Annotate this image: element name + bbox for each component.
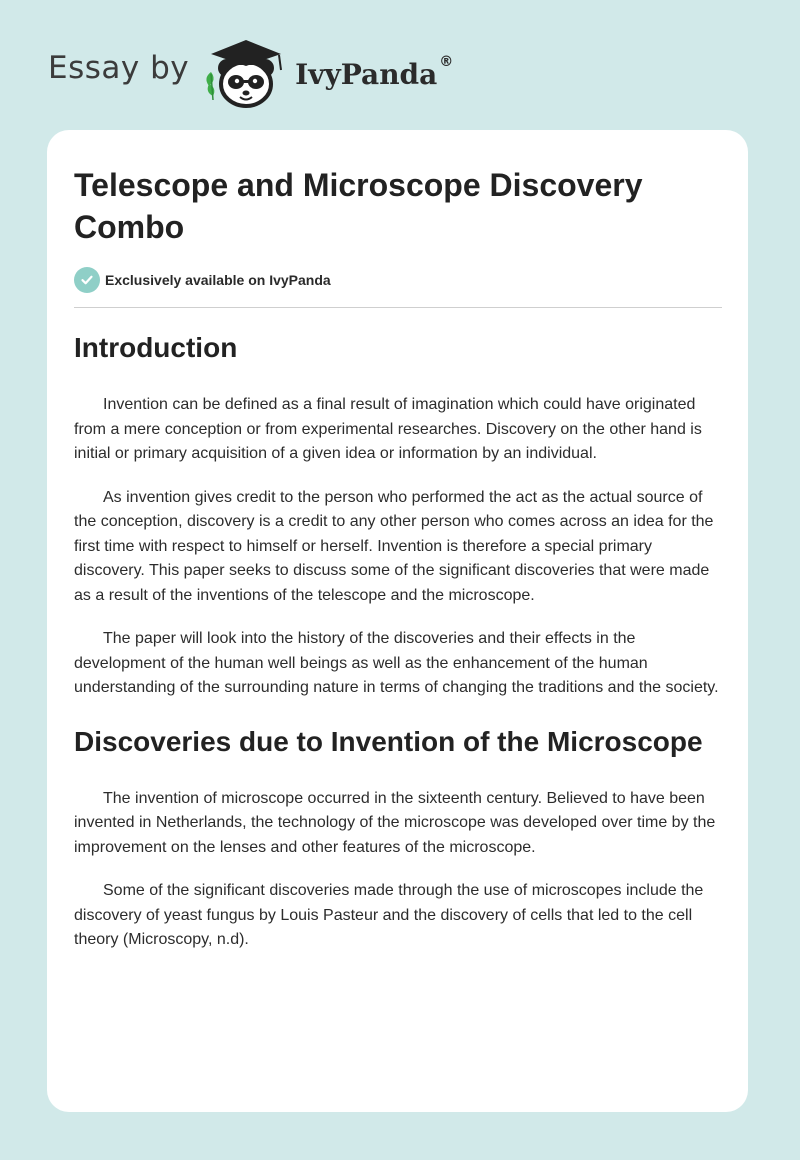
exclusive-badge xyxy=(74,266,722,294)
brand-name: IvyPanda xyxy=(295,57,438,91)
essay-card xyxy=(47,130,748,1112)
paragraph: As invention gives credit to the person who performed the act as the actual source of the conception, discovery is a credit to any other person who comes across an idea for the first time with respect to himself or herself. Invention is therefore a special primary discovery. This paper seeks to discuss some of the significant discoveries that were made as a result of the inventions of the telescope and the microscope. xyxy=(74,488,714,604)
check-circle-icon xyxy=(74,267,100,293)
paragraph: The paper will look into the history of the discoveries and their effects in the development of the human well beings as well as the enhancement of the human understanding of the surrounding nature in terms of changing the traditions and the society. xyxy=(74,630,719,696)
paragraph: Some of the significant discoveries made through the use of microscopes include the discovery of yeast fungus by Louis Pasteur and the discovery of cells that led to the cell theory (Microscopy, n.d). xyxy=(74,882,704,948)
panda-logo-icon xyxy=(201,34,293,110)
paragraph: Invention can be defined as a final result of imagination which could have originated from a mere conception or from experimental researches. Discovery on the other hand is initial or primary acquisition of a given idea or information by an individual. xyxy=(74,396,702,462)
divider xyxy=(74,307,722,308)
brand-prefix: Essay by xyxy=(48,50,190,86)
page-title: Telescope and Microscope Discovery Combo xyxy=(74,167,643,245)
paragraph: The invention of microscope occurred in the sixteenth century. Believed to have been invented in Netherlands, the technology of the microscope was developed over time by the improvement on the lenses and other features of the microscope. xyxy=(74,789,716,856)
brand-header[interactable] xyxy=(48,34,453,110)
exclusive-badge-label: Exclusively available on IvyPanda xyxy=(105,272,331,288)
section-heading-microscope: Discoveries due to Invention of the Microscope xyxy=(74,725,703,757)
registered-mark: ® xyxy=(439,54,454,70)
section-heading-introduction: Introduction xyxy=(74,332,238,363)
